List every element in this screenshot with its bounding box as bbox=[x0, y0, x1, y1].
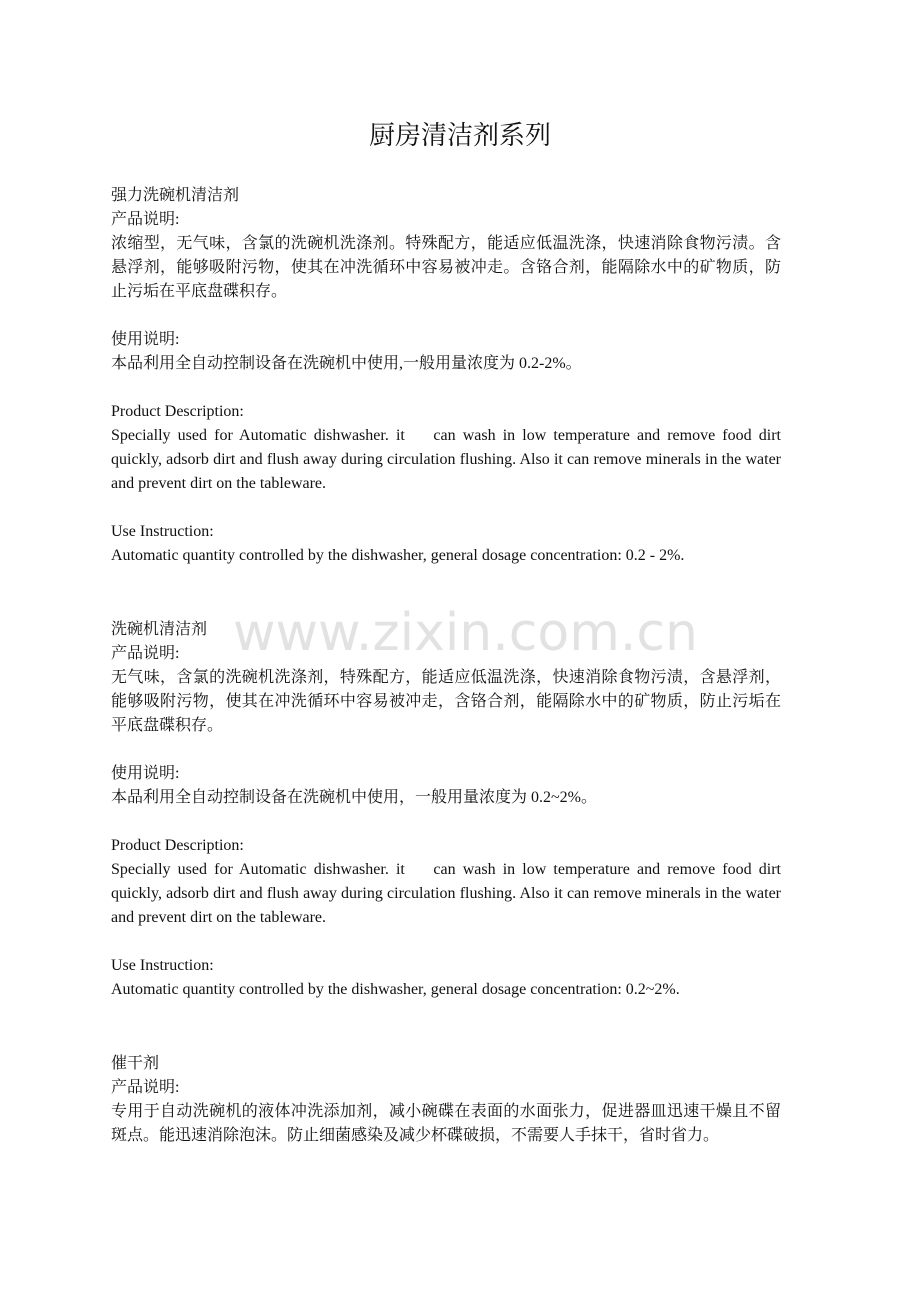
en-description-label: Product Description: bbox=[111, 837, 244, 854]
usage-text: 本品利用全自动控制设备在洗碗机中使用，一般用量浓度为 0.2~2%。 bbox=[111, 789, 597, 806]
en-usage-text: Automatic quantity controlled by the dishwasher, general dosage concentration: 0.2 - 2%. bbox=[111, 547, 685, 564]
en-description-text: Specially used for Automatic dishwasher. it can wash in low temperature and remove food dirt quickly, adsorb dirt and flush away during circulation flushing. Also it can remove minerals in the water and prevent dirt on the tableware. bbox=[111, 427, 785, 492]
spacer bbox=[111, 304, 781, 328]
en-description-label: Product Description: bbox=[111, 403, 244, 420]
description-text: 无气味，含氯的洗碗机洗涤剂，特殊配方，能适应低温洗涤，快速消除食物污渍，含悬浮剂，能够吸附污物，使其在冲洗循环中容易被冲走，含铬合剂，能隔除水中的矿物质，防止污垢在平底盘碟积存。 bbox=[111, 669, 781, 734]
section-dishwasher-detergent bbox=[111, 618, 785, 1002]
usage-text: 本品利用全自动控制设备在洗碗机中使用,一般用量浓度为 0.2-2%。 bbox=[111, 355, 582, 372]
en-usage-label: Use Instruction: bbox=[111, 523, 214, 540]
section-rinse-aid bbox=[111, 1052, 781, 1148]
en-usage-text: Automatic quantity controlled by the dishwasher, general dosage concentration: 0.2~2%. bbox=[111, 981, 680, 998]
description-label: 产品说明: bbox=[111, 645, 180, 662]
usage-label: 使用说明: bbox=[111, 765, 180, 782]
section-heading: 强力洗碗机清洁剂 bbox=[111, 187, 240, 204]
description-text: 专用于自动洗碗机的液体冲洗添加剂，减小碗碟在表面的水面张力，促进器皿迅速干燥且不留斑点。能迅速消除泡沫。防止细菌感染及减少杯碟破损，不需要人手抹干，省时省力。 bbox=[111, 1103, 781, 1144]
description-text: 浓缩型，无气味，含氯的洗碗机洗涤剂。特殊配方，能适应低温洗涤，快速消除食物污渍。含悬浮剂，能够吸附污物，使其在冲洗循环中容易被冲走。含铬合剂，能隔除水中的矿物质，防止污垢在平底盘碟积存。 bbox=[111, 235, 781, 300]
description-label: 产品说明: bbox=[111, 1079, 180, 1096]
spacer bbox=[111, 930, 781, 954]
section-heavy-duty-dishwasher-detergent bbox=[111, 184, 785, 568]
document-title: 厨房清洁剂系列 bbox=[368, 121, 551, 151]
section-heading: 洗碗机清洁剂 bbox=[111, 621, 208, 638]
spacer bbox=[111, 376, 781, 400]
usage-label: 使用说明: bbox=[111, 331, 180, 348]
en-description-text: Specially used for Automatic dishwasher. it can wash in low temperature and remove food dirt quickly, adsorb dirt and flush away during circulation flushing. Also it can remove minerals in the water and prevent dirt on the tableware. bbox=[111, 861, 785, 926]
spacer bbox=[111, 810, 781, 834]
description-label: 产品说明: bbox=[111, 211, 180, 228]
en-usage-label: Use Instruction: bbox=[111, 957, 214, 974]
spacer bbox=[111, 496, 781, 520]
watermark: www.zixin.com.cn bbox=[233, 603, 698, 663]
spacer bbox=[111, 738, 781, 762]
section-heading: 催干剂 bbox=[111, 1055, 160, 1072]
